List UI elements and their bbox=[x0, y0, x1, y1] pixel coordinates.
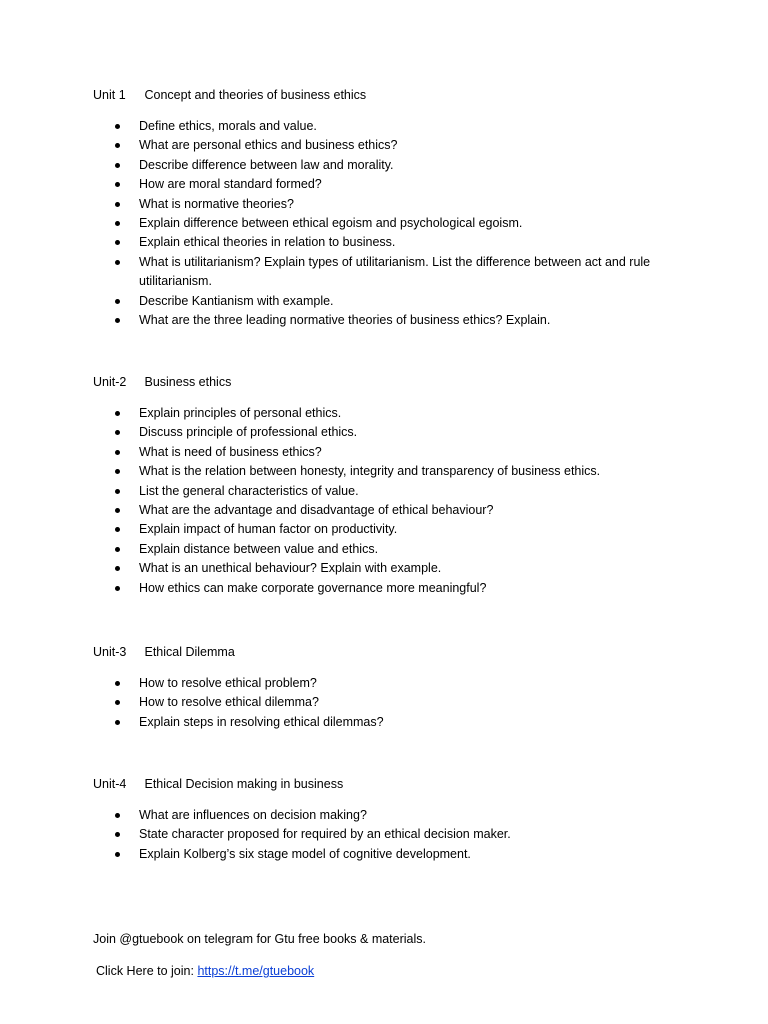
question-text: Explain ethical theories in relation to business. bbox=[139, 235, 396, 250]
list-item bbox=[114, 579, 674, 598]
unit-title: Concept and theories of business ethics bbox=[144, 88, 367, 102]
bullet-icon bbox=[115, 163, 120, 168]
bullet-icon bbox=[115, 221, 120, 226]
list-item bbox=[114, 233, 674, 252]
telegram-join-link[interactable]: https://t.me/gtuebook bbox=[197, 964, 315, 978]
bullet-icon bbox=[115, 182, 120, 187]
bullet-icon bbox=[115, 240, 120, 245]
unit-3-section bbox=[93, 643, 713, 729]
question-text: Explain difference between ethical egoism and psychological egoism. bbox=[139, 216, 523, 231]
question-text: Explain impact of human factor on productivity. bbox=[139, 522, 398, 537]
question-text: Describe Kantianism with example. bbox=[139, 293, 334, 308]
list-item bbox=[114, 540, 674, 559]
list-item bbox=[114, 156, 674, 175]
bullet-icon bbox=[115, 566, 120, 571]
bullet-icon bbox=[115, 489, 120, 494]
list-item bbox=[114, 482, 674, 501]
unit-heading bbox=[93, 86, 713, 104]
list-item bbox=[114, 253, 659, 292]
question-text: What are the three leading normative theories of business ethics? Explain. bbox=[139, 313, 551, 328]
list-item bbox=[114, 713, 674, 732]
list-item bbox=[114, 214, 674, 233]
question-text: What is the relation between honesty, integrity and transparency of business ethics. bbox=[139, 464, 601, 479]
question-text: Define ethics, morals and value. bbox=[139, 119, 317, 133]
unit-heading bbox=[93, 775, 713, 793]
unit-title: Ethical Dilemma bbox=[144, 645, 235, 659]
unit-number: Unit-4 bbox=[93, 777, 127, 791]
question-text: What is need of business ethics? bbox=[139, 444, 322, 459]
list-item bbox=[114, 292, 674, 311]
list-item bbox=[114, 117, 674, 136]
unit-1-section bbox=[93, 86, 713, 328]
unit-number: Unit 1 bbox=[93, 88, 126, 102]
list-item bbox=[114, 674, 674, 693]
question-list bbox=[114, 404, 674, 598]
list-item bbox=[114, 443, 674, 462]
bullet-icon bbox=[115, 318, 120, 323]
bullet-icon bbox=[115, 586, 120, 591]
bullet-icon bbox=[115, 832, 120, 837]
click-here-label: Click Here to join: bbox=[96, 964, 198, 978]
question-text: State character proposed for required by an ethical decision maker. bbox=[139, 827, 511, 842]
question-text: List the general characteristics of value. bbox=[139, 483, 359, 498]
bullet-icon bbox=[115, 469, 120, 474]
list-item bbox=[114, 404, 674, 423]
bullet-icon bbox=[115, 299, 120, 304]
unit-2-section bbox=[93, 373, 713, 595]
list-item bbox=[114, 501, 674, 520]
join-telegram-note: Join @gtuebook on telegram for Gtu free books & materials. bbox=[93, 932, 426, 946]
list-item bbox=[114, 175, 674, 194]
bullet-icon bbox=[115, 411, 120, 416]
question-text: Describe difference between law and morality. bbox=[139, 157, 394, 172]
question-text: Explain principles of personal ethics. bbox=[139, 406, 342, 420]
question-list bbox=[114, 117, 674, 330]
question-text: What is utilitarianism? Explain types of utilitarianism. List the difference between act and rule utilitarianism. bbox=[139, 254, 651, 289]
question-list bbox=[114, 674, 674, 732]
unit-4-section bbox=[93, 775, 713, 861]
bullet-icon bbox=[115, 527, 120, 532]
unit-number: Unit-2 bbox=[93, 375, 127, 389]
question-text: How are moral standard formed? bbox=[139, 177, 322, 192]
list-item bbox=[114, 520, 674, 539]
unit-title: Ethical Decision making in business bbox=[144, 777, 344, 791]
question-text: Explain Kolberg’s six stage model of cognitive development. bbox=[139, 846, 471, 861]
bullet-icon bbox=[115, 143, 120, 148]
list-item bbox=[114, 693, 674, 712]
bullet-icon bbox=[115, 260, 120, 265]
unit-title: Business ethics bbox=[144, 375, 232, 389]
question-text: What are influences on decision making? bbox=[139, 808, 367, 822]
unit-heading bbox=[93, 373, 713, 391]
list-item bbox=[114, 136, 674, 155]
list-item bbox=[114, 462, 674, 481]
list-item bbox=[114, 311, 674, 330]
list-item bbox=[114, 845, 674, 864]
list-item bbox=[114, 559, 674, 578]
question-text: How to resolve ethical problem? bbox=[139, 676, 317, 690]
unit-number: Unit-3 bbox=[93, 645, 127, 659]
question-text: Discuss principle of professional ethics. bbox=[139, 425, 358, 440]
bullet-icon bbox=[115, 450, 120, 455]
question-text: How to resolve ethical dilemma? bbox=[139, 695, 319, 710]
bullet-icon bbox=[115, 202, 120, 207]
join-link-line bbox=[96, 962, 314, 980]
question-text: Explain steps in resolving ethical dilemmas? bbox=[139, 714, 384, 729]
bullet-icon bbox=[115, 720, 120, 725]
list-item bbox=[114, 825, 674, 844]
bullet-icon bbox=[115, 124, 120, 129]
list-item bbox=[114, 806, 674, 825]
question-text: What are personal ethics and business ethics? bbox=[139, 138, 398, 153]
bullet-icon bbox=[115, 430, 120, 435]
question-list bbox=[114, 806, 674, 864]
bullet-icon bbox=[115, 547, 120, 552]
list-item bbox=[114, 423, 674, 442]
question-text: Explain distance between value and ethics. bbox=[139, 541, 379, 556]
list-item bbox=[114, 195, 674, 214]
bullet-icon bbox=[115, 700, 120, 705]
bullet-icon bbox=[115, 852, 120, 857]
unit-heading bbox=[93, 643, 713, 661]
bullet-icon bbox=[115, 508, 120, 513]
question-text: What are the advantage and disadvantage of ethical behaviour? bbox=[139, 503, 494, 518]
question-text: How ethics can make corporate governance more meaningful? bbox=[139, 580, 487, 595]
bullet-icon bbox=[115, 681, 120, 686]
question-text: What is normative theories? bbox=[139, 196, 294, 211]
bullet-icon bbox=[115, 813, 120, 818]
question-text: What is an unethical behaviour? Explain with example. bbox=[139, 561, 442, 576]
